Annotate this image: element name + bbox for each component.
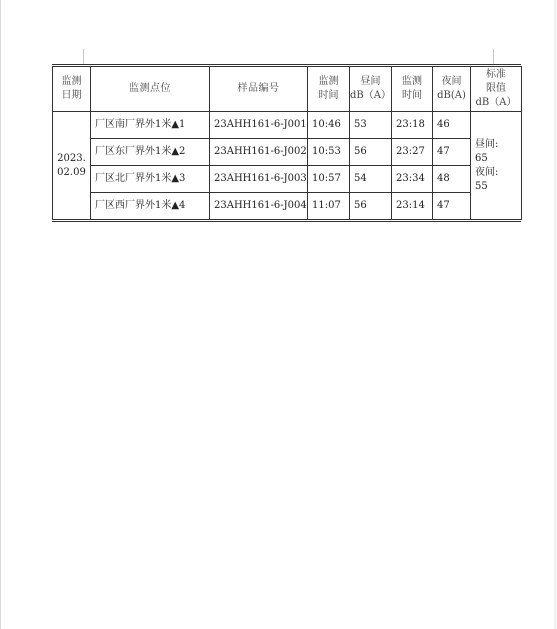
header-night-value-line1: 夜间 (441, 76, 462, 87)
location-cell: 厂区东厂界外1米▲2 (91, 139, 210, 166)
header-day-time-line2: 时间 (318, 90, 339, 101)
header-location (91, 67, 210, 112)
limit-cell (471, 112, 522, 220)
monitoring-date-cell (53, 112, 91, 220)
header-night-value (433, 67, 471, 112)
sample-id-cell: 23AHH161-6-J002 (210, 139, 308, 166)
header-limit-line2: 限值 (486, 83, 506, 94)
day-time-cell: 10:53 (308, 139, 350, 166)
night-value-cell: 47 (433, 139, 471, 166)
day-value-cell: 56 (350, 193, 392, 220)
header-date-line2: 日期 (61, 90, 82, 101)
header-day-value-line2: dB（A） (350, 90, 391, 101)
table-row (53, 139, 522, 166)
night-value-cell: 48 (433, 166, 471, 193)
table-bottom-rule (52, 221, 521, 222)
header-row (53, 67, 522, 112)
day-time-cell: 10:57 (308, 166, 350, 193)
table-row (53, 112, 522, 139)
sample-id-cell: 23AHH161-6-J004 (210, 193, 308, 220)
header-sample-id-label: 样品编号 (237, 83, 280, 94)
table-row (53, 166, 522, 193)
location-cell: 厂区北厂界外1米▲3 (91, 166, 210, 193)
night-time-cell: 23:14 (392, 193, 433, 220)
header-location-label: 监测点位 (129, 83, 171, 94)
header-night-value-line2: dB(A) (437, 90, 466, 101)
header-day-value (350, 67, 392, 112)
header-limit (471, 67, 522, 112)
monitoring-date-line2: 02.09 (57, 166, 86, 178)
day-time-cell: 11:07 (308, 193, 350, 220)
night-time-cell: 23:34 (392, 166, 433, 193)
header-day-value-line1: 昼间 (360, 76, 381, 87)
table-top-rule (52, 64, 521, 65)
monitoring-date-line1: 2023. (57, 152, 86, 164)
sample-id-cell: 23AHH161-6-J003 (210, 166, 308, 193)
table-row (53, 193, 522, 220)
header-night-time-line1: 监测 (402, 76, 422, 87)
header-limit-line3: dB（A） (475, 97, 517, 108)
limit-night-value: 55 (475, 180, 488, 192)
day-time-cell: 10:46 (308, 112, 350, 139)
night-time-cell: 23:18 (392, 112, 433, 139)
location-cell: 厂区西厂界外1米▲4 (91, 193, 210, 220)
header-date (53, 67, 91, 112)
header-day-time-line1: 监测 (318, 76, 339, 87)
day-value-cell: 56 (350, 139, 392, 166)
header-date-line1: 监测 (61, 76, 82, 87)
day-value-cell: 53 (350, 112, 392, 139)
location-cell: 厂区南厂界外1米▲1 (91, 112, 210, 139)
night-value-cell: 46 (433, 112, 471, 139)
noise-monitoring-table (52, 66, 522, 220)
header-night-time-line2: 时间 (402, 90, 422, 101)
sample-id-cell: 23AHH161-6-J001 (210, 112, 308, 139)
header-night-time (392, 67, 433, 112)
header-day-time (308, 67, 350, 112)
limit-night-label: 夜间: (475, 166, 499, 178)
night-time-cell: 23:27 (392, 139, 433, 166)
limit-day-label: 昼间: (475, 138, 499, 150)
day-value-cell: 54 (350, 166, 392, 193)
night-value-cell: 47 (433, 193, 471, 220)
crop-mark-left (83, 49, 84, 65)
header-limit-line1: 标准 (486, 69, 506, 80)
header-sample-id (210, 67, 308, 112)
limit-day-value: 65 (475, 152, 488, 164)
crop-mark-right (493, 49, 494, 65)
